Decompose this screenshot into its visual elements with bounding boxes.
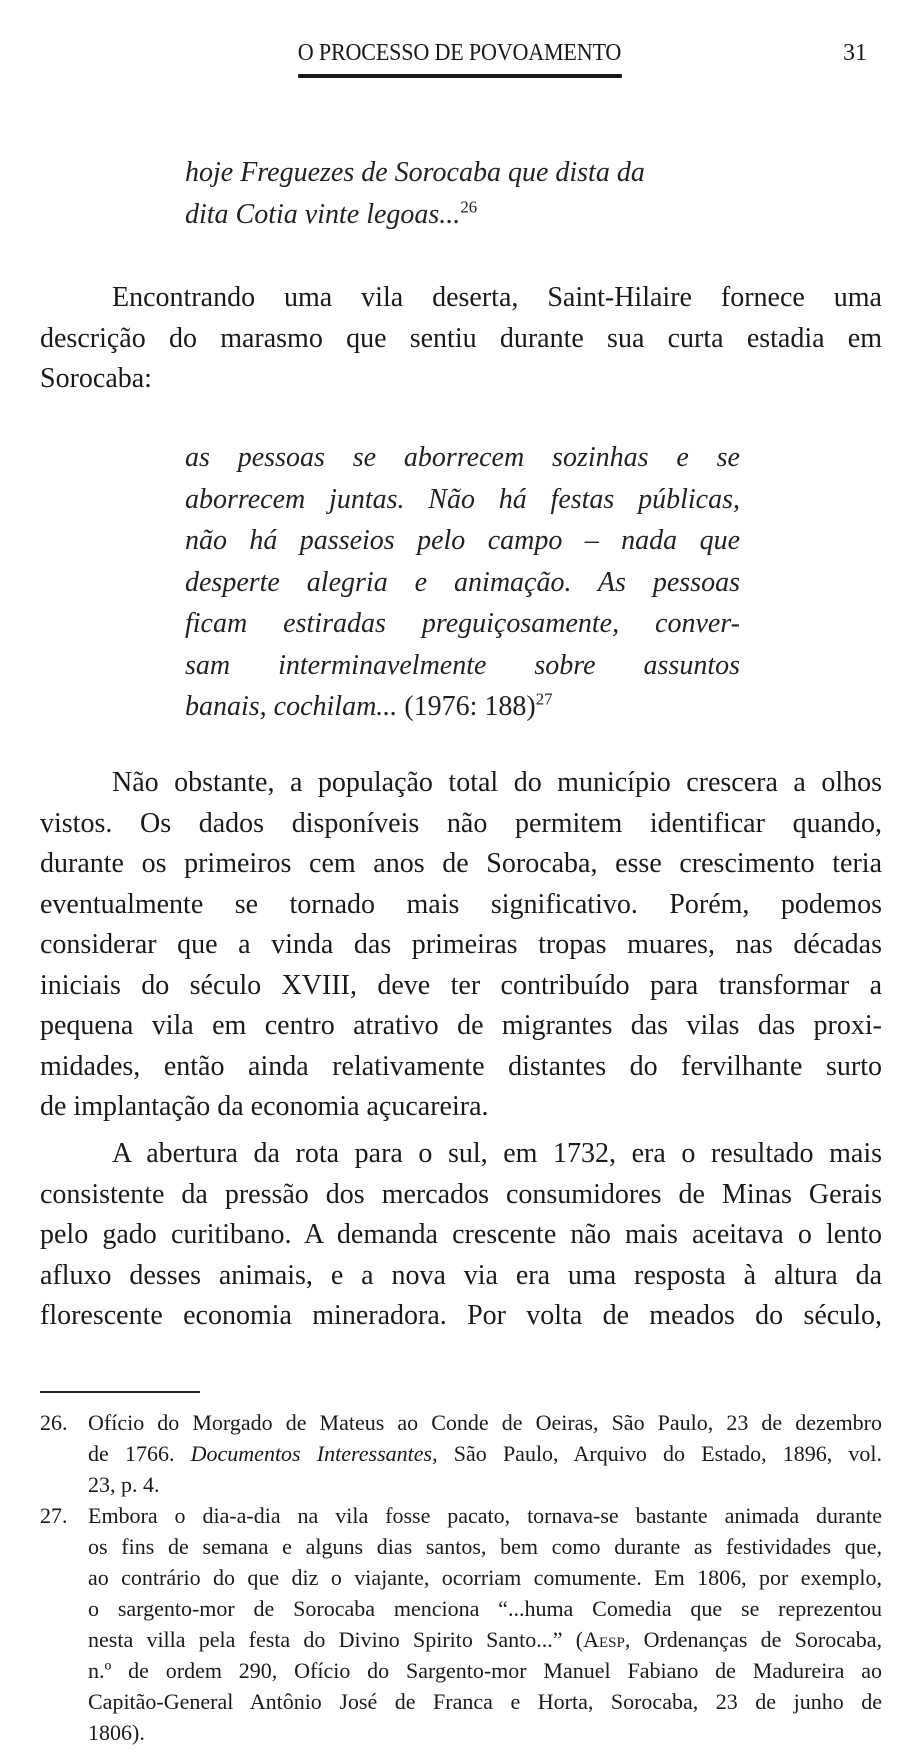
quote-line: ficam estiradas preguiçosamente, conver- bbox=[185, 608, 740, 639]
paragraph-line: descrição do marasmo que sentiu durante sua curta estadia em bbox=[40, 322, 882, 354]
paragraph-line: Sorocaba: bbox=[40, 363, 152, 394]
footnote-26 bbox=[40, 1407, 882, 1500]
footnote-number: 27. bbox=[40, 1503, 68, 1528]
block-quote-2 bbox=[185, 437, 740, 728]
footnote-line: o sargento-mor de Sorocaba menciona “...huma Comedia que se reprezentou bbox=[88, 1596, 882, 1621]
quote-line: dita Cotia vinte legoas...$^{26}$ bbox=[185, 197, 478, 230]
page-number: 31 bbox=[843, 40, 867, 66]
paragraph-line: A abertura da rota para o sul, em 1732, era o resultado mais bbox=[112, 1138, 882, 1169]
archive-abbreviation: Aesp bbox=[583, 1627, 625, 1652]
footnote-ref-26[interactable]: 26 bbox=[460, 197, 478, 217]
paragraph-line: de implantação da economia açucareira. bbox=[40, 1091, 489, 1122]
quote-line: sam interminavelmente sobre assuntos bbox=[185, 649, 740, 681]
paragraph-line: florescente economia mineradora. Por volta de meados do século, bbox=[40, 1300, 882, 1331]
paragraph-line: considerar que a vinda das primeiras tropas muares, nas décadas bbox=[40, 929, 882, 960]
source-title: Documentos Interessantes, bbox=[190, 1441, 438, 1466]
quote-line: desperte alegria e animação. As pessoas bbox=[185, 566, 740, 598]
paragraph-line: Não obstante, a população total do município crescera a olhos bbox=[112, 767, 882, 798]
footnote-number: 26. bbox=[40, 1410, 68, 1435]
footnote-line: Capitão-General Antônio José de Franca e Horta, Sorocaba, 23 de junho de bbox=[88, 1689, 882, 1714]
footnote-line: os fins de semana e alguns dias santos, bem como durante as festividades que, bbox=[88, 1534, 882, 1559]
running-title-underline bbox=[298, 74, 622, 78]
quote-line: banais, cochilam... (1976: 188)$^{27}$ bbox=[185, 689, 553, 722]
footnote-separator bbox=[40, 1391, 200, 1393]
paragraph-line: consistente da pressão dos mercados consumidores de Minas Gerais bbox=[40, 1178, 882, 1210]
running-header bbox=[40, 40, 879, 80]
paragraph-line: eventualmente se tornado mais significativo. Porém, podemos bbox=[40, 888, 882, 920]
quote-line: aborrecem juntas. Não há festas públicas, bbox=[185, 483, 740, 515]
footnote-27 bbox=[40, 1500, 882, 1748]
paragraph-line: Encontrando uma vila deserta, Saint-Hilaire fornece uma bbox=[112, 282, 882, 313]
paragraph-line: pequena vila em centro atrativo de migrantes das vilas das proxi- bbox=[40, 1010, 882, 1041]
quote-line: não há passeios pelo campo – nada que bbox=[185, 525, 740, 556]
paragraph-2 bbox=[40, 763, 882, 1128]
footnote-line: Embora o dia-a-dia na vila fosse pacato, tornava-se bastante animada durante bbox=[88, 1503, 882, 1528]
quote-citation: (1976: 188) bbox=[404, 691, 536, 722]
footnote-line: 1806). bbox=[88, 1720, 145, 1745]
footnote-line: 23, p. 4. bbox=[88, 1472, 160, 1497]
footnote-line: ao contrário do que diz o viajante, ocorriam comumente. Em 1806, por exemplo, bbox=[88, 1565, 882, 1590]
paragraph-line: iniciais do século XVIII, deve ter contribuído para transformar a bbox=[40, 969, 882, 1001]
running-title: O PROCESSO DE POVOAMENTO bbox=[297, 40, 622, 66]
paragraph-3 bbox=[40, 1134, 882, 1337]
paragraph-line: pelo gado curitibano. A demanda crescente não mais aceitava o lento bbox=[40, 1219, 882, 1250]
quote-line: hoje Freguezes de Sorocaba que dista da bbox=[185, 157, 645, 188]
footnote-line: nesta villa pela festa do Divino Spirito Santo...” (Aesp, Ordenanças de Sorocaba, bbox=[88, 1627, 882, 1652]
paragraph-line: vistos. Os dados disponíveis não permitem identificar quando, bbox=[40, 807, 882, 839]
footnotes bbox=[40, 1407, 882, 1748]
footnote-line: de 1766. Documentos Interessantes, São Paulo, Arquivo do Estado, 1896, vol. bbox=[88, 1441, 883, 1466]
block-quote-1 bbox=[185, 152, 740, 235]
paragraph-line: midades, então ainda relativamente distantes do fervilhante surto bbox=[40, 1050, 882, 1082]
quote-line: as pessoas se aborrecem sozinhas e se bbox=[185, 442, 740, 473]
paragraph-1 bbox=[40, 278, 882, 400]
footnote-line: Ofício do Morgado de Mateus ao Conde de Oeiras, São Paulo, 23 de dezembro bbox=[88, 1410, 882, 1435]
footnote-ref-27[interactable]: 27 bbox=[535, 689, 553, 709]
paragraph-line: durante os primeiros cem anos de Sorocaba, esse crescimento teria bbox=[40, 848, 882, 879]
paragraph-line: afluxo desses animais, e a nova via era uma resposta à altura da bbox=[40, 1259, 882, 1291]
footnote-line: n.º de ordem 290, Ofício do Sargento-mor Manuel Fabiano de Madureira ao bbox=[88, 1658, 882, 1683]
